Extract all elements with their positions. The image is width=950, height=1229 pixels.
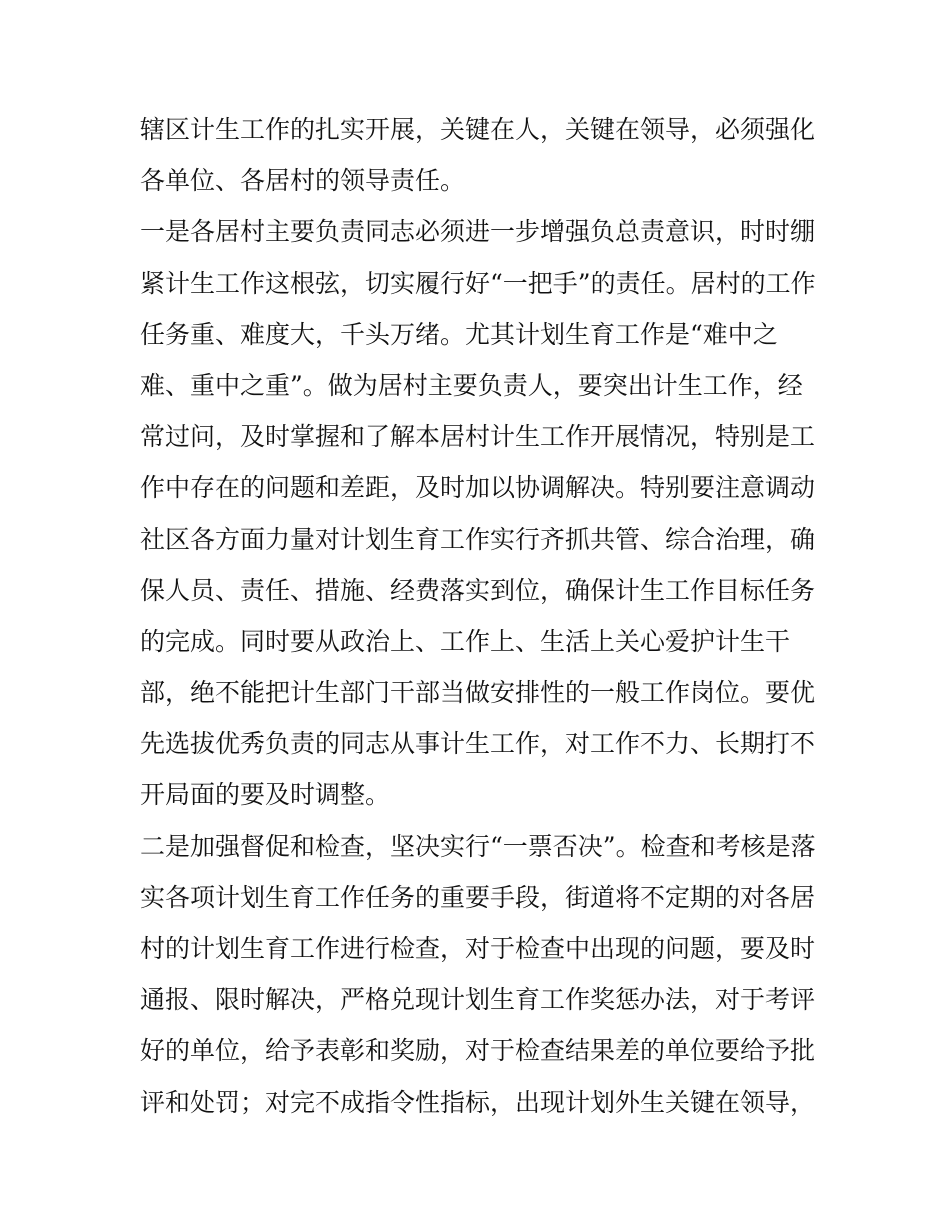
- text-line: 难、重中之重”。做为居村主要负责人，要突出计生工作，经: [140, 370, 803, 400]
- text-line: 紧计生工作这根弦，切实履行好“一把手”的责任。居村的工作: [140, 268, 816, 298]
- text-line: 部，绝不能把计生部门干部当做安排性的一般工作岗位。要优: [140, 678, 816, 708]
- text-line: 的完成。同时要从政治上、工作上、生活上关心爱护计生干: [140, 626, 791, 656]
- text-line: 一是各居村主要负责同志必须进一步增强负总责意识，时时绷: [140, 217, 816, 247]
- text-line: 常过问，及时掌握和了解本居村计生工作开展情况，特别是工: [140, 422, 816, 452]
- text-line: 评和处罚；对完不成指令性指标，出现计划外生关键在领导，: [140, 1087, 816, 1117]
- text-line: 通报、限时解决，严格兑现计划生育工作奖惩办法，对于考评: [140, 985, 816, 1015]
- text-line: 各单位、各居村的领导责任。: [140, 166, 466, 196]
- body-text: [140, 104, 830, 1128]
- text-line: 保人员、责任、措施、经费落实到位，确保计生工作目标任务: [140, 575, 816, 605]
- text-line: 作中存在的问题和差距，及时加以协调解决。特别要注意调动: [140, 473, 816, 503]
- text-line: 实各项计划生育工作任务的重要手段，街道将不定期的对各居: [140, 882, 816, 912]
- text-line: 社区各方面力量对计划生育工作实行齐抓共管、综合治理，确: [140, 524, 816, 554]
- text-line: 村的计划生育工作进行检查，对于检查中出现的问题，要及时: [140, 934, 816, 963]
- text-line: 二是加强督促和检查，坚决实行“一票否决”。检查和考核是落: [140, 831, 816, 861]
- text-line: 先选拔优秀负责的同志从事计生工作，对工作不力、长期打不: [140, 729, 816, 759]
- text-line: 好的单位，给予表彰和奖励，对于检查结果差的单位要给予批: [140, 1036, 816, 1066]
- text-line: 辖区计生工作的扎实开展，关键在人，关键在领导，必须强化: [140, 115, 816, 144]
- text-line: 开局面的要及时调整。: [140, 780, 391, 810]
- text-line: 任务重、难度大，千头万绪。尤其计划生育工作是“难中之: [140, 319, 778, 349]
